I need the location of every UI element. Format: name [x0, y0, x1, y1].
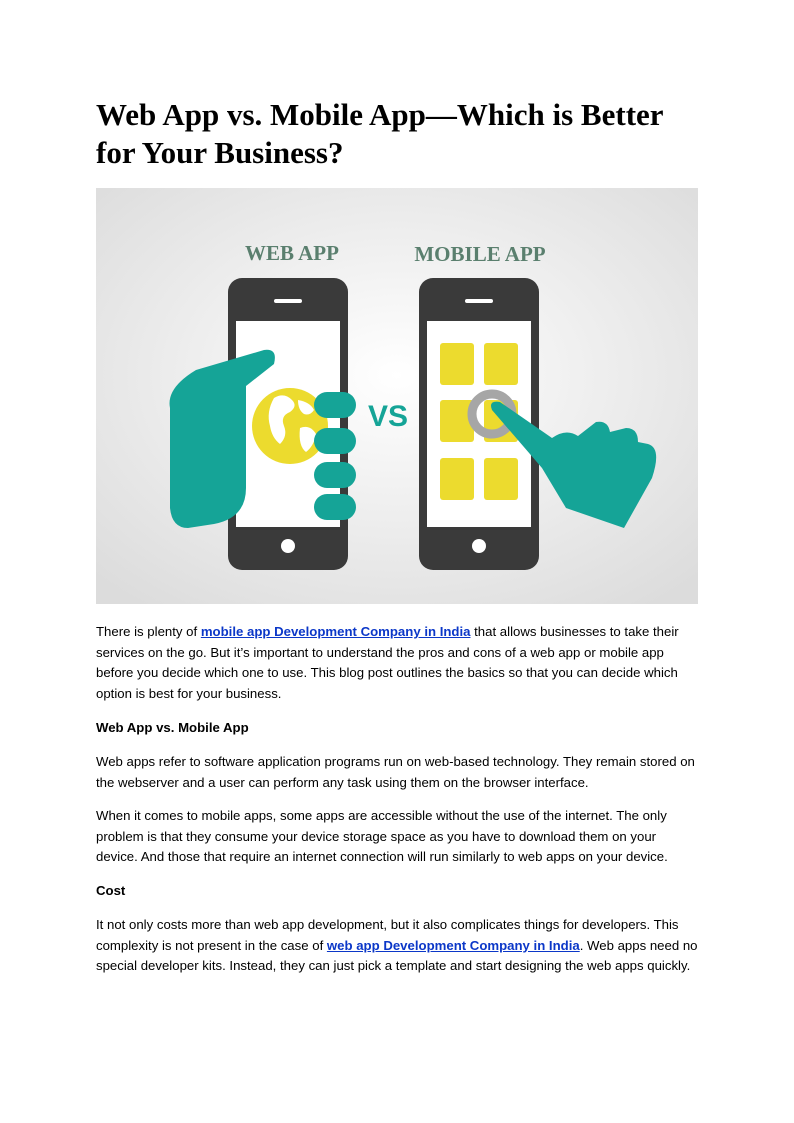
section-heading-cost: Cost — [96, 883, 126, 898]
intro-text-before: There is plenty of — [96, 624, 201, 639]
cost-text-after: . Web apps need no special developer kits. Instead, they can just pick a template and start designing the web apps quickly. — [96, 937, 698, 974]
web-app-company-link[interactable]: web app Development Company in India — [326, 937, 580, 953]
cost-paragraph — [96, 915, 700, 977]
article-title — [96, 96, 700, 172]
mobile-app-company-link[interactable]: mobile app Development Company in India — [200, 624, 471, 639]
mobile-apps-paragraph: When it comes to mobile apps, some apps are accessible without the use of the internet. The only problem is that they consume your device storage space as you have to download them on your device. And those that require an internet connection will run similarly to web apps on your device. — [96, 808, 668, 865]
vs-label: VS — [367, 400, 409, 433]
web-apps-paragraph: Web apps refer to software application programs run on web-based technology. They remain stored on the webserver and a user can perform any task using them on the browser interface. — [96, 754, 695, 790]
title-line-1: Web App vs. Mobile App—Which is Better — [96, 97, 664, 132]
section-heading-web-vs-mobile: Web App vs. Mobile App — [96, 720, 249, 735]
mobile-app-label: MOBILE APP — [414, 242, 546, 266]
cost-text-before: It not only costs more than web app development, but it also complicates things for developers. This complexity is not present in the case of — [96, 917, 679, 953]
hero-image — [96, 188, 698, 604]
title-line-2: for Your Business? — [96, 135, 344, 170]
intro-paragraph — [96, 622, 700, 704]
web-app-label: WEB APP — [245, 241, 339, 265]
intro-text-after: that allows businesses to take their services on the go. But it’s important to understand the pros and cons of a web app or mobile app before you decide which one to use. This blog post outlines the basics so that you can decide which option is best for your business. — [96, 624, 679, 701]
